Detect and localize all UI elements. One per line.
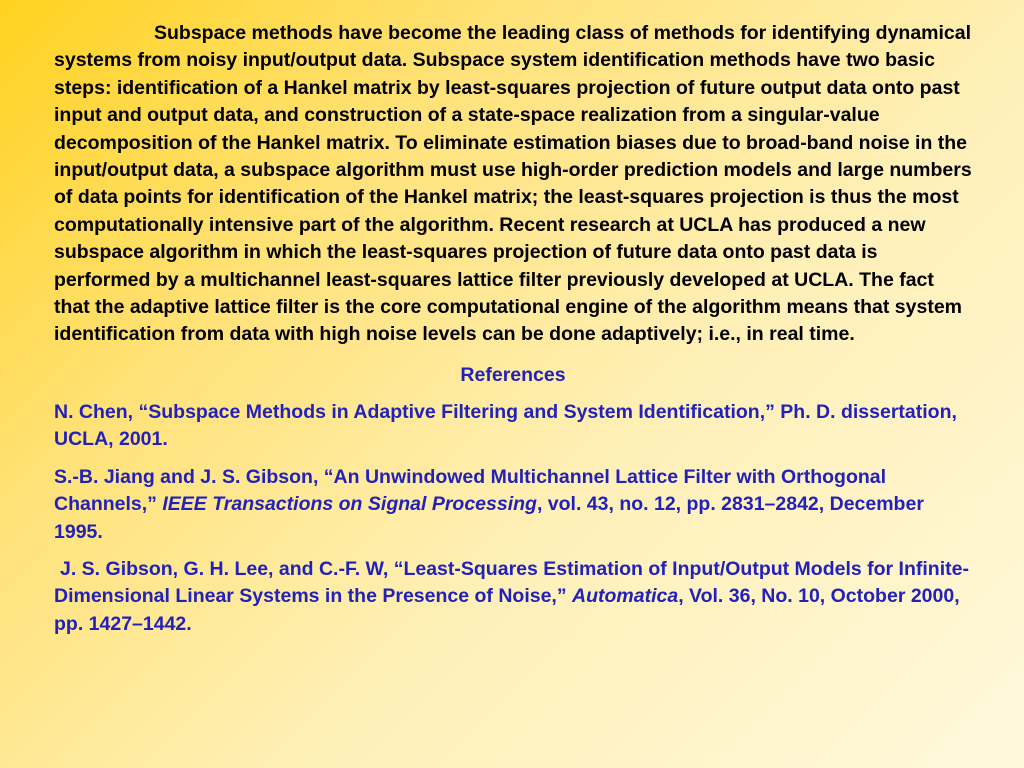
references-heading: References	[460, 363, 566, 386]
reference-item-gibson	[54, 556, 972, 638]
slide-content	[54, 20, 972, 638]
reference-item-chen	[54, 399, 972, 454]
reference-text: N. Chen, “Subspace Methods in Adaptive Filtering and System Identification,” Ph. D. dissertation, UCLA, 2001.	[54, 400, 957, 451]
journal-name: Automatica	[572, 585, 679, 608]
journal-name: IEEE Transactions on Signal Processing	[162, 493, 537, 516]
reference-text: S.-B. Jiang and J. S. Gibson, “An Unwindowed Multichannel Lattice Filter with Orthogonal Channels,”	[54, 465, 887, 516]
reference-text: , vol. 43, no. 12, pp. 2831–2842, December 1995.	[54, 493, 924, 543]
reference-text: J. S. Gibson, G. H. Lee, and C.-F. W, “Least-Squares Estimation of Input/Output Models for Infinite-Dimensional Linear Systems in the Presence of Noise,”	[54, 557, 969, 608]
reference-item-jiang	[54, 464, 972, 546]
abstract-paragraph: Subspace methods have become the leading class of methods for identifying dynamical systems from noisy input/output data. Subspace system identification methods have two basic steps: identification of a Hankel matrix by least-squares projection of future output data onto past input and output data, and construction of a state-space realization from a singular-value decomposition of the Hankel matrix. To eliminate estimation biases due to broad-band noise in the input/output data, a subspace algorithm must use high-order prediction models and large numbers of data points for identification of the Hankel matrix; the least-squares projection is thus the most computationally intensive part of the algorithm. Recent research at UCLA has produced a new subspace algorithm in which the least-squares projection of future data onto past data is performed by a multichannel least-squares lattice filter previously developed at UCLA. The fact that the adaptive lattice filter is the core computational engine of the algorithm means that system identification from data with high noise levels can be done adaptively; i.e., in real time.	[54, 22, 972, 346]
reference-text: , Vol. 36, No. 10, October 2000, pp. 1427–1442.	[54, 585, 960, 635]
